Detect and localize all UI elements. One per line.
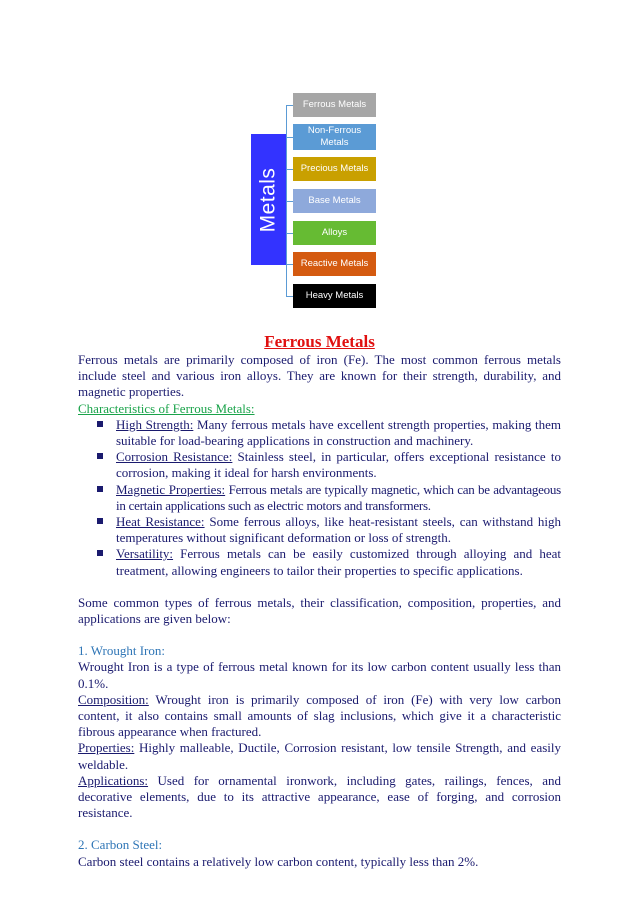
bullet-icon xyxy=(97,421,103,427)
category-label: Reactive Metals xyxy=(300,258,369,269)
metals-classification-diagram xyxy=(0,0,638,320)
diagram-connector xyxy=(286,105,293,106)
carbon-steel-heading: 2. Carbon Steel: xyxy=(78,837,163,853)
list-item xyxy=(78,514,561,546)
carbon-steel-description: Carbon steel contains a relatively low carbon content, typically less than 2%. xyxy=(78,853,479,869)
wrought-iron-applications xyxy=(78,773,561,822)
metals-root-label: Metals xyxy=(256,167,280,232)
list-item xyxy=(78,482,561,514)
category-reactive-metals xyxy=(293,252,376,276)
characteristic-text: Some ferrous alloys, like heat-resistant steels, can withstand high temperatures without significant deformation or loss of strength. xyxy=(116,514,561,546)
wrought-iron-description: Wrought Iron is a type of ferrous metal known for its low carbon content usually less than 0.1%. xyxy=(78,659,561,691)
types-intro-paragraph: Some common types of ferrous metals, their classification, composition, properties, and applications are given below: xyxy=(78,594,561,627)
bullet-icon xyxy=(97,518,103,524)
characteristic-text: Stainless steel, in particular, offers exceptional resistance to corrosion, making it ideal for harsh environments. xyxy=(116,449,561,481)
characteristic-text: Many ferrous metals have excellent strength properties, making them suitable for load-bearing applications in construction and machinery. xyxy=(116,416,561,449)
metals-root-box xyxy=(251,134,286,265)
characteristics-heading: Characteristics of Ferrous Metals: xyxy=(78,400,255,416)
category-non-ferrous-metals xyxy=(293,124,376,150)
characteristic-term: Magnetic Properties: xyxy=(116,481,226,497)
applications-text: Used for ornamental ironwork, including gates, railings, fences, and decorative elements, due to its attractive appearance, ease of forging, and corrosion resistance. xyxy=(78,772,561,821)
bullet-icon xyxy=(97,550,103,556)
bullet-icon xyxy=(97,486,103,492)
page-title: Ferrous Metals xyxy=(264,332,375,351)
composition-text: Wrought iron is primarily composed of iron (Fe) with very low carbon content, it also contains small amounts of slag inclusions, which give it a characteristic fibrous appearance when fractured. xyxy=(78,691,561,740)
applications-label: Applications: xyxy=(78,772,149,788)
diagram-connector xyxy=(286,201,293,202)
wrought-iron-heading: 1. Wrought Iron: xyxy=(78,643,165,659)
category-ferrous-metals xyxy=(293,93,376,117)
category-label: Precious Metals xyxy=(300,163,369,174)
list-item xyxy=(78,417,561,449)
composition-label: Composition: xyxy=(78,691,149,707)
category-label: Heavy Metals xyxy=(305,290,364,301)
category-label: Alloys xyxy=(321,227,348,238)
characteristic-term: Versatility: xyxy=(116,546,174,562)
document-body xyxy=(78,332,561,870)
category-label: Ferrous Metals xyxy=(302,99,367,110)
wrought-iron-composition xyxy=(78,692,561,741)
category-alloys xyxy=(293,221,376,245)
category-precious-metals xyxy=(293,157,376,181)
category-heavy-metals xyxy=(293,284,376,308)
list-item xyxy=(78,546,561,578)
characteristic-term: Heat Resistance: xyxy=(116,514,205,530)
diagram-connector xyxy=(286,264,293,265)
characteristic-term: Corrosion Resistance: xyxy=(116,449,233,465)
characteristic-term: High Strength: xyxy=(116,416,194,432)
bullet-icon xyxy=(97,453,103,459)
category-label: Non-Ferrous Metals xyxy=(307,125,362,148)
characteristics-list xyxy=(78,417,561,579)
properties-text: Highly malleable, Ductile, Corrosion resistant, low tensile Strength, and easily weldable. xyxy=(78,740,561,772)
diagram-connector xyxy=(286,169,293,170)
diagram-connector xyxy=(286,233,293,234)
properties-label: Properties: xyxy=(78,740,135,756)
diagram-connector xyxy=(286,137,293,138)
diagram-connector xyxy=(286,296,293,297)
characteristic-text: Ferrous metals can be easily customized through alloying and heat treatment, allowing engineers to tailor their properties to specific applications. xyxy=(116,546,561,578)
category-base-metals xyxy=(293,189,376,213)
intro-paragraph: Ferrous metals are primarily composed of iron (Fe). The most common ferrous metals include steel and various iron alloys. They are known for their strength, durability, and magnetic properties. xyxy=(78,352,561,400)
characteristic-text: Ferrous metals are typically magnetic, which can be advantageous in certain applications such as electric motors and transformers. xyxy=(116,481,561,513)
wrought-iron-properties xyxy=(78,740,561,772)
category-label: Base Metals xyxy=(308,195,361,206)
list-item xyxy=(78,449,561,481)
